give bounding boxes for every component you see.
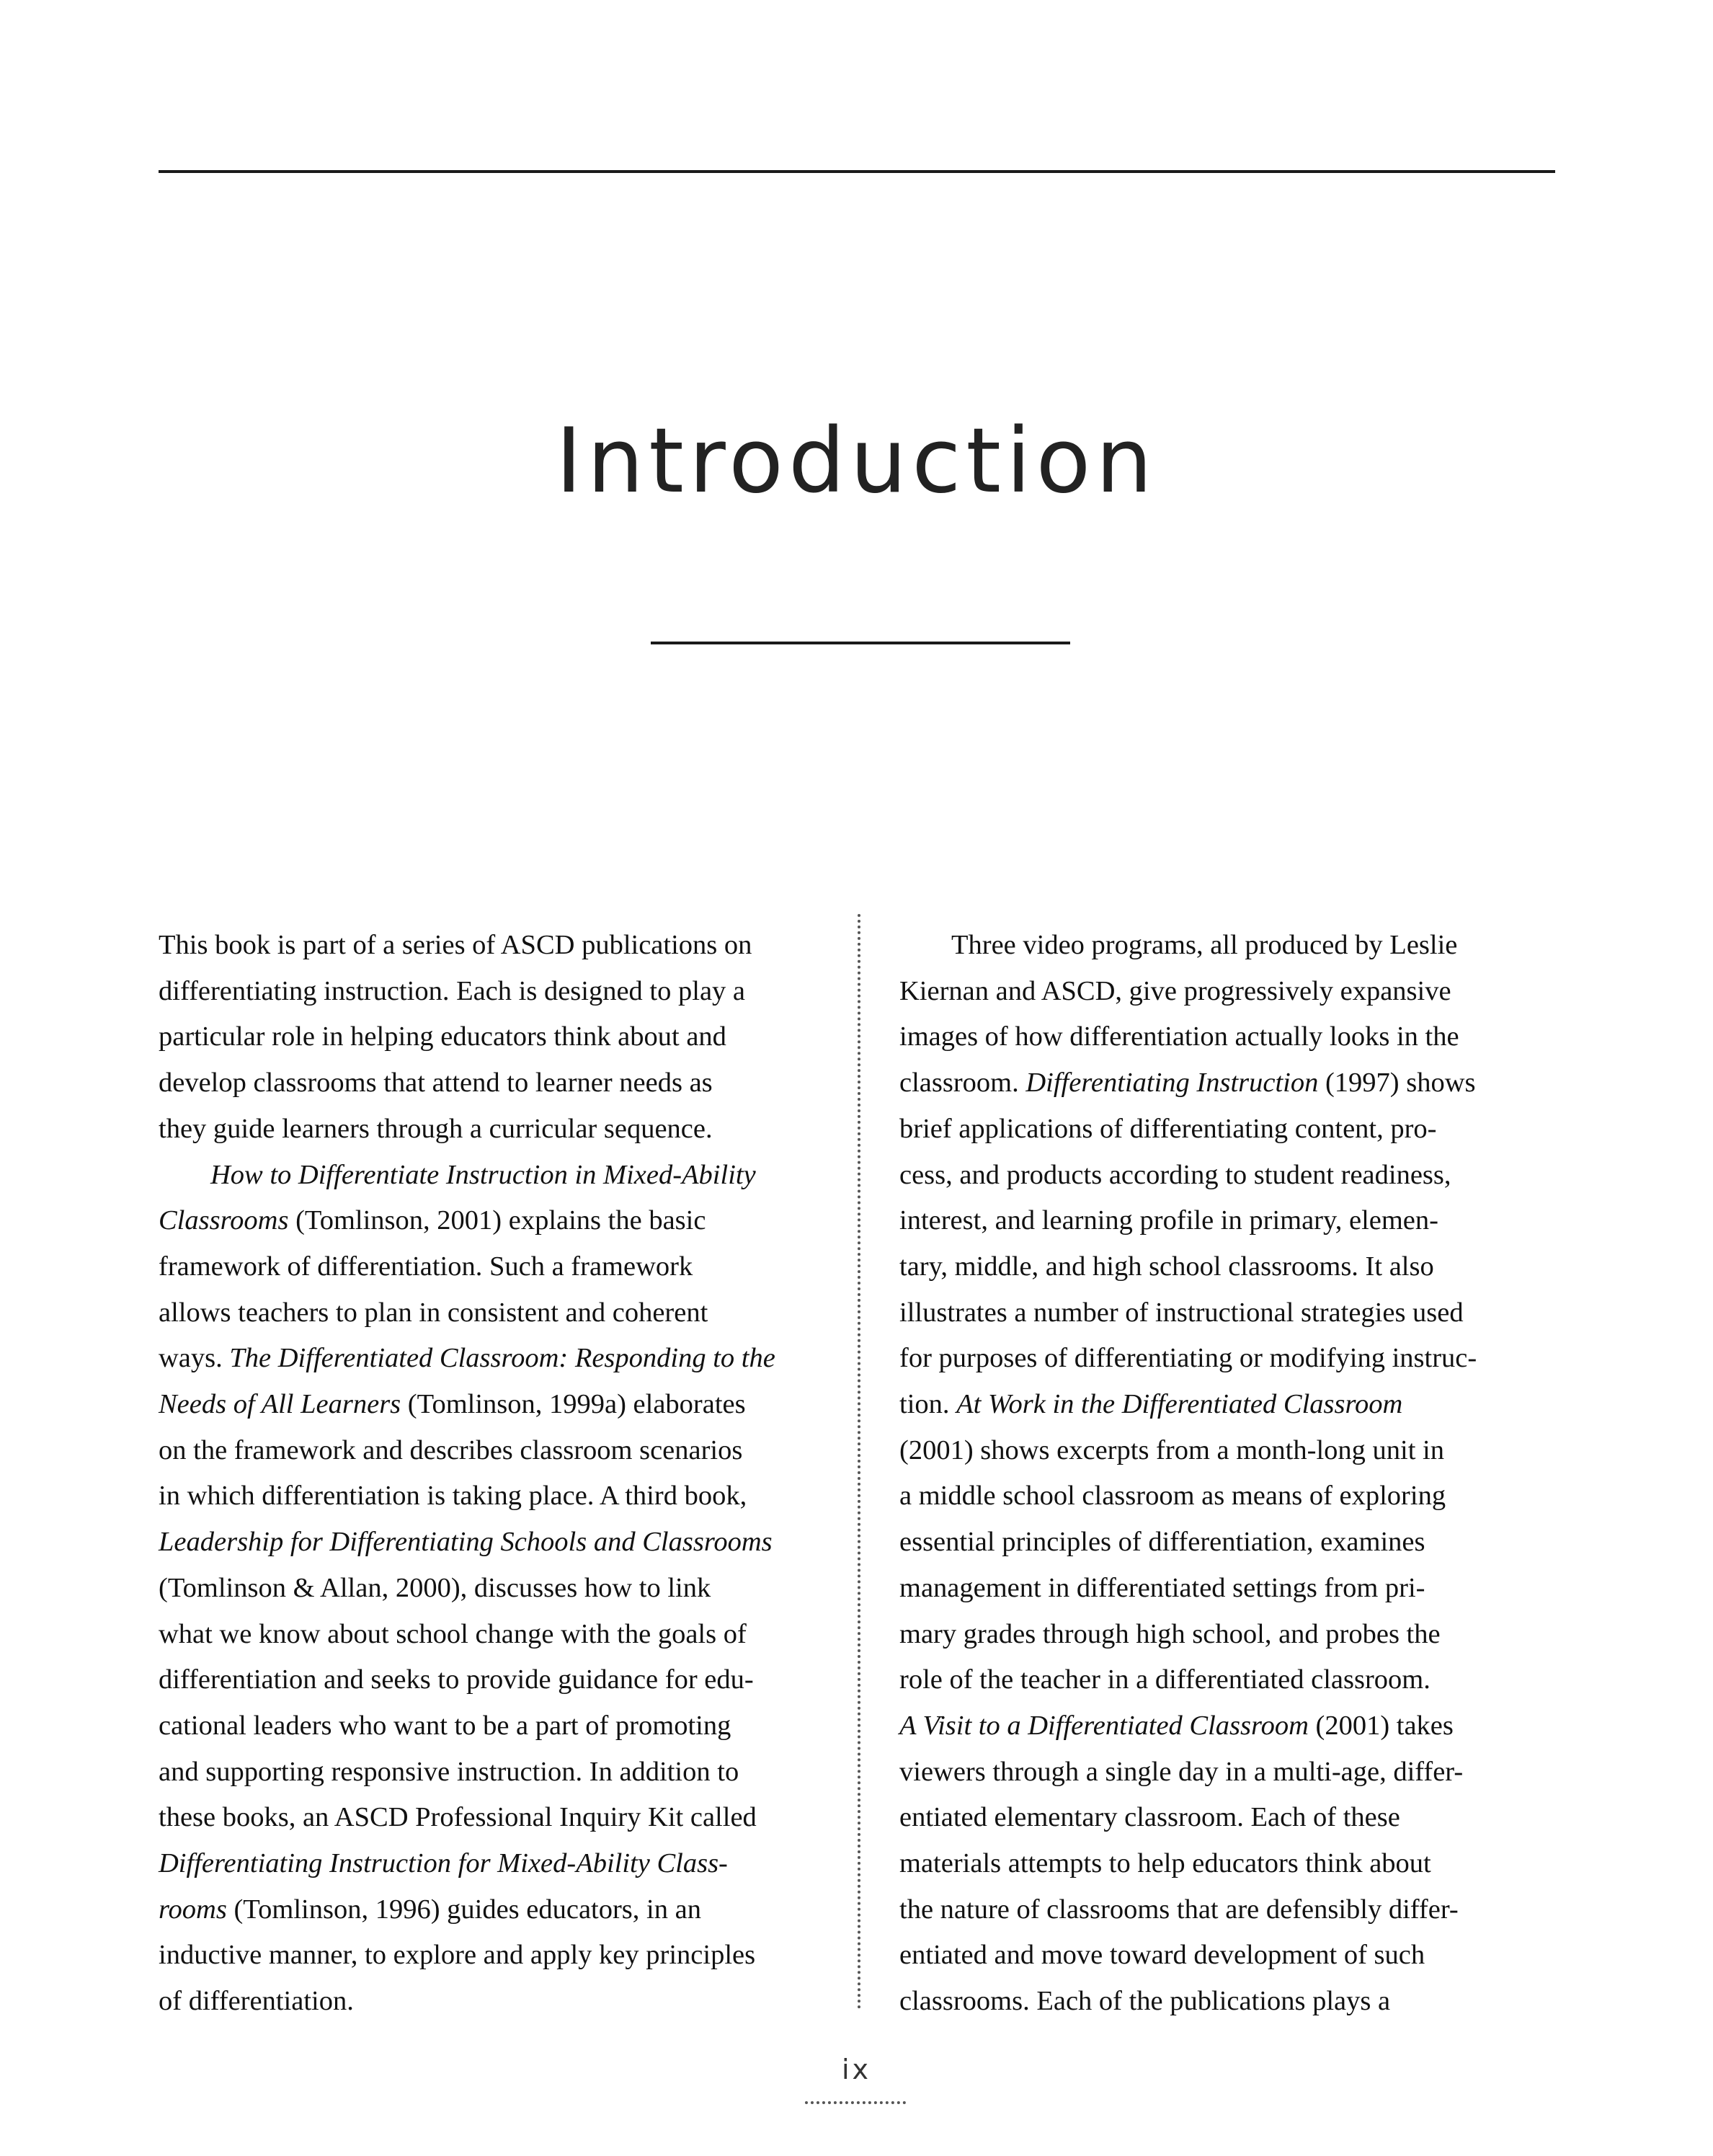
body-text: entiated elementary classroom. Each of these (899, 1802, 1400, 1833)
body-text: develop classrooms that attend to learner needs as (159, 1068, 713, 1099)
body-text: framework of differentiation. Such a framework (159, 1251, 693, 1282)
body-text: (Tomlinson, 1999a) elaborates (401, 1389, 746, 1420)
text-line (899, 1657, 1558, 1703)
body-text: cess, and products according to student readiness, (899, 1159, 1451, 1190)
body-text: (2001) takes (1308, 1710, 1454, 1741)
text-line (899, 1290, 1558, 1336)
body-text: (2001) shows excerpts from a month-long unit in (899, 1434, 1444, 1465)
text-line (159, 1198, 817, 1244)
body-text: for purposes of differentiating or modifying instruc- (899, 1343, 1477, 1374)
title-underline-rule (651, 642, 1070, 644)
text-line (159, 1382, 817, 1428)
body-text: (Tomlinson, 2001) explains the basic (288, 1205, 706, 1236)
text-line (159, 1428, 817, 1474)
italic-title-text: Differentiating Instruction (1025, 1068, 1319, 1099)
text-line (899, 969, 1558, 1015)
body-text: these books, an ASCD Professional Inquiry Kit called (159, 1802, 757, 1833)
top-rule (159, 170, 1555, 173)
body-text: the nature of classrooms that are defensibly differ- (899, 1894, 1459, 1925)
text-line (899, 1520, 1558, 1566)
body-text: (Tomlinson, 1996) guides educators, in an (226, 1894, 701, 1925)
text-line (159, 1244, 817, 1290)
text-line (899, 1106, 1558, 1153)
text-line (899, 1473, 1558, 1520)
right-text-column (899, 923, 1558, 2025)
body-text: on the framework and describes classroom scenarios (159, 1434, 743, 1465)
text-line (159, 1979, 817, 2025)
text-line (899, 1566, 1558, 1612)
body-text: entiated and move toward development of such (899, 1940, 1425, 1971)
italic-title-text: The Differentiated Classroom: Responding to the (229, 1343, 775, 1374)
body-text: allows teachers to plan in consistent and coherent (159, 1297, 708, 1328)
text-line (159, 1153, 817, 1199)
body-text: and supporting responsive instruction. In addition to (159, 1756, 739, 1787)
text-line (899, 1382, 1558, 1428)
text-line (159, 1657, 817, 1703)
paragraph (899, 923, 1558, 2025)
paragraph (159, 1153, 817, 2025)
body-text: classrooms. Each of the publications plays a (899, 1986, 1391, 2017)
text-line (159, 1703, 817, 1749)
text-line (899, 1703, 1558, 1749)
body-text: cational leaders who want to be a part of promoting (159, 1710, 731, 1741)
body-text: particular role in helping educators think about and (159, 1021, 726, 1052)
body-text: mary grades through high school, and probes the (899, 1618, 1441, 1649)
body-text: a middle school classroom as means of exploring (899, 1481, 1446, 1512)
body-text: Kiernan and ASCD, give progressively expansive (899, 975, 1451, 1006)
page-number: ix (841, 2054, 872, 2085)
body-text: of differentiation. (159, 1986, 354, 2017)
text-line (159, 1887, 817, 1933)
text-line (899, 1979, 1558, 2025)
text-line (159, 923, 817, 969)
body-text: they guide learners through a curricular sequence. (159, 1113, 713, 1144)
body-text: (1997) shows (1318, 1068, 1476, 1099)
body-text: management in differentiated settings from pri- (899, 1572, 1425, 1603)
body-text: Three video programs, all produced by Leslie (951, 930, 1458, 960)
text-line (899, 1933, 1558, 1979)
italic-title-text: At Work in the Differentiated Classroom (956, 1389, 1403, 1420)
text-line (899, 923, 1558, 969)
body-text: (Tomlinson & Allan, 2000), discusses how to link (159, 1572, 711, 1603)
text-line (159, 1612, 817, 1658)
italic-title-text: rooms (159, 1894, 227, 1925)
text-line (899, 1244, 1558, 1290)
body-text: This book is part of a series of ASCD publications on (159, 930, 752, 960)
text-line (159, 1106, 817, 1153)
italic-title-text: Differentiating Instruction for Mixed-Ability Class- (159, 1848, 728, 1879)
body-text: differentiation and seeks to provide guidance for edu- (159, 1664, 754, 1695)
body-text: role of the teacher in a differentiated classroom. (899, 1664, 1431, 1695)
text-line (899, 1198, 1558, 1244)
page-number-dot-ornament (805, 2101, 906, 2104)
text-line (159, 1841, 817, 1887)
text-line (899, 1014, 1558, 1060)
text-line (159, 1520, 817, 1566)
text-line (899, 1336, 1558, 1382)
italic-title-text: A Visit to a Differentiated Classroom (899, 1710, 1309, 1741)
body-text: images of how differentiation actually looks in the (899, 1021, 1459, 1052)
body-text: essential principles of differentiation, examines (899, 1527, 1425, 1558)
text-line (159, 1060, 817, 1106)
text-line (899, 1612, 1558, 1658)
italic-title-text: Leadership for Differentiating Schools and Classrooms (159, 1527, 773, 1558)
text-line (159, 1749, 817, 1796)
text-line (159, 1933, 817, 1979)
text-line (159, 1795, 817, 1841)
body-text: differentiating instruction. Each is designed to play a (159, 975, 745, 1006)
column-divider-dotted-rule (858, 914, 860, 2010)
body-text: illustrates a number of instructional strategies used (899, 1297, 1464, 1328)
italic-title-text: Needs of All Learners (159, 1389, 401, 1420)
text-line (899, 1841, 1558, 1887)
body-text: brief applications of differentiating content, pro- (899, 1113, 1437, 1144)
body-text: interest, and learning profile in primary, elemen- (899, 1205, 1438, 1236)
body-text: tary, middle, and high school classrooms. It also (899, 1251, 1434, 1282)
text-line (899, 1153, 1558, 1199)
paragraph (159, 923, 817, 1153)
text-line (899, 1795, 1558, 1841)
left-text-column (159, 923, 817, 2025)
body-text: in which differentiation is taking place. A third book, (159, 1481, 747, 1512)
text-line (159, 1566, 817, 1612)
body-text: viewers through a single day in a multi-age, differ- (899, 1756, 1464, 1787)
text-line (159, 1473, 817, 1520)
body-text: tion. (899, 1389, 957, 1420)
italic-title-text: Classrooms (159, 1205, 289, 1236)
text-line (899, 1887, 1558, 1933)
italic-title-text: How to Differentiate Instruction in Mixed-Ability (210, 1159, 756, 1190)
text-line (899, 1749, 1558, 1796)
text-line (159, 1290, 817, 1336)
text-line (899, 1060, 1558, 1106)
text-line (159, 1014, 817, 1060)
body-text: inductive manner, to explore and apply key principles (159, 1940, 756, 1971)
text-line (159, 969, 817, 1015)
body-text: what we know about school change with the goals of (159, 1618, 747, 1649)
body-text: materials attempts to help educators think about (899, 1848, 1431, 1879)
text-line (899, 1428, 1558, 1474)
text-line (159, 1336, 817, 1382)
chapter-title: Introduction (556, 409, 1157, 513)
body-text: classroom. (899, 1068, 1026, 1099)
body-text: ways. (159, 1343, 230, 1374)
